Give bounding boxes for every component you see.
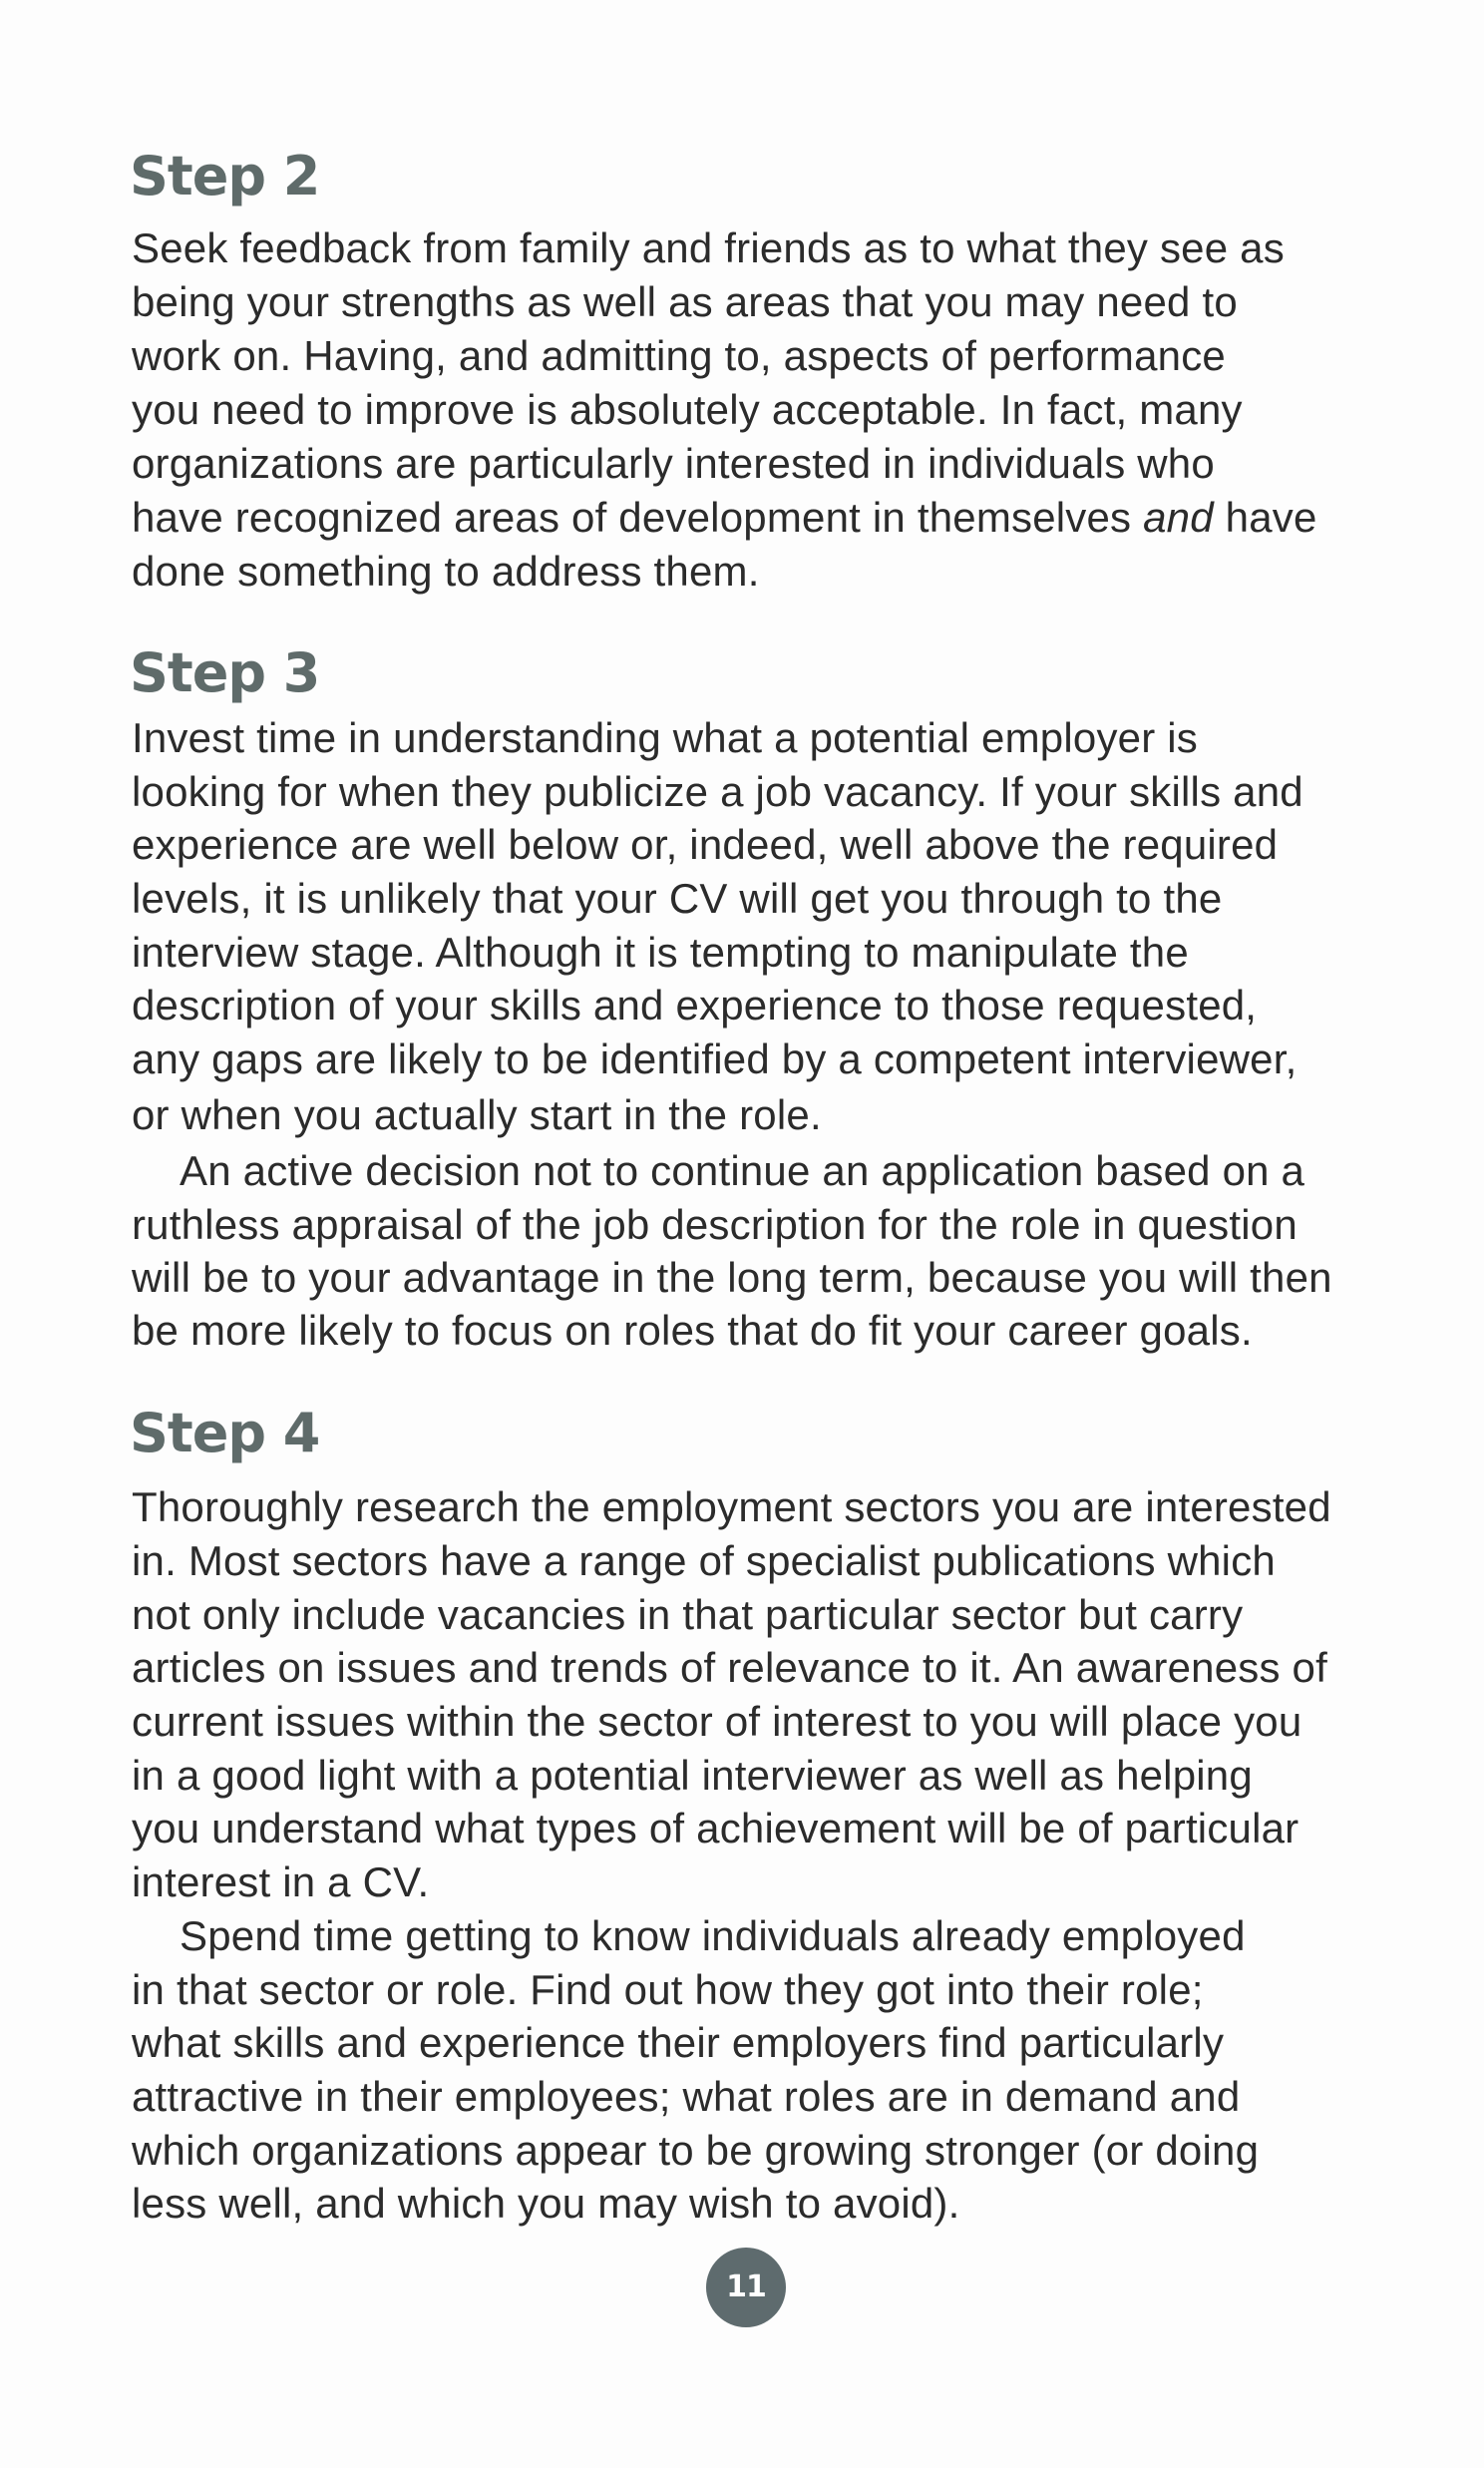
step-3-line-5: interview stage. Although it is tempting to manipulate the	[132, 929, 1189, 976]
page-number-badge: 11	[706, 2248, 786, 2327]
step-2-heading: Step 2	[130, 145, 320, 207]
step-4-para-2-line-4: attractive in their employees; what roles are in demand and	[132, 2073, 1241, 2120]
step-2-line-6-start: have recognized areas of development in themselves	[132, 494, 1144, 541]
step-2-line-4: you need to improve is absolutely acceptable. In fact, many	[132, 386, 1243, 433]
step-3-line-3: experience are well below or, indeed, well above the required	[132, 821, 1279, 868]
step-3-line-8: or when you actually start in the role.	[132, 1091, 822, 1138]
step-4-line-8: interest in a CV.	[132, 1858, 430, 1905]
step-4-para-2-line-1: Spend time getting to know individuals already employed	[180, 1912, 1246, 1959]
step-2-line-7: done something to address them.	[132, 548, 760, 595]
emphasis-and: and	[1143, 494, 1214, 541]
step-4-line-2: in. Most sectors have a range of specialist publications which	[132, 1537, 1276, 1584]
step-4-para-2-line-6: less well, and which you may wish to avoid).	[132, 2180, 960, 2227]
step-4-para-2-line-5: which organizations appear to be growing stronger (or doing	[132, 2127, 1260, 2174]
step-4-line-4: articles on issues and trends of relevance to it. An awareness of	[132, 1644, 1327, 1691]
step-4-line-3: not only include vacancies in that particular sector but carry	[132, 1591, 1244, 1638]
step-2-line-5: organizations are particularly interested in individuals who	[132, 440, 1215, 487]
step-3-para-2-line-3: will be to your advantage in the long term, because you will then	[132, 1254, 1332, 1301]
step-3-line-7: any gaps are likely to be identified by a competent interviewer,	[132, 1035, 1298, 1082]
step-4-line-5: current issues within the sector of interest to you will place you	[132, 1698, 1302, 1745]
step-2-line-2: being your strengths as well as areas that you may need to	[132, 278, 1238, 325]
step-4-heading: Step 4	[130, 1402, 320, 1464]
step-2-line-6-end: have	[1213, 494, 1317, 541]
step-4-line-7: you understand what types of achievement will be of particular	[132, 1805, 1299, 1851]
step-2-line-3: work on. Having, and admitting to, aspects of performance	[132, 332, 1226, 379]
step-3-para-2-line-4: be more likely to focus on roles that do fit your career goals.	[132, 1307, 1253, 1354]
step-3-line-6: description of your skills and experience to those requested,	[132, 982, 1258, 1028]
step-2-line-1: Seek feedback from family and friends as to what they see as	[132, 224, 1285, 271]
step-4-para-2-line-2: in that sector or role. Find out how they got into their role;	[132, 1966, 1204, 2013]
step-3-line-1: Invest time in understanding what a potential employer is	[132, 714, 1198, 761]
step-3-heading: Step 3	[130, 641, 320, 704]
step-3-line-4: levels, it is unlikely that your CV will get you through to the	[132, 875, 1223, 922]
step-4-line-6: in a good light with a potential interviewer as well as helping	[132, 1752, 1253, 1799]
step-3-para-2-line-1: An active decision not to continue an application based on a	[180, 1147, 1305, 1194]
step-4-para-2-line-3: what skills and experience their employers find particularly	[132, 2019, 1225, 2066]
step-3-para-2-line-2: ruthless appraisal of the job description for the role in question	[132, 1201, 1298, 1248]
step-4-line-1: Thoroughly research the employment sectors you are interested	[132, 1483, 1331, 1530]
step-2-line-6	[132, 494, 1317, 541]
step-3-line-2: looking for when they publicize a job vacancy. If your skills and	[132, 768, 1303, 815]
